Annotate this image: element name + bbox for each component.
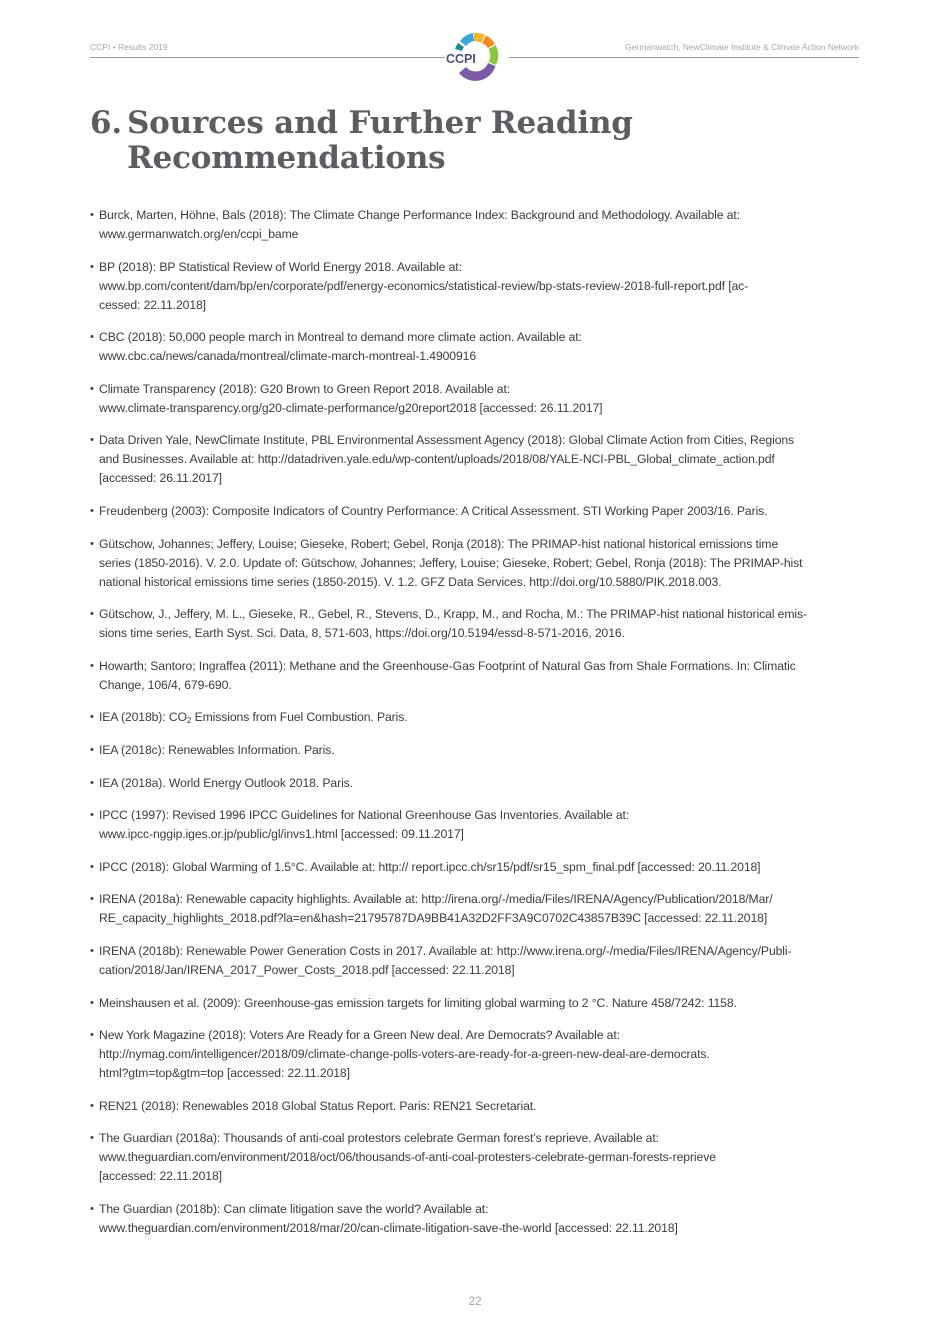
reference-item: [90, 328, 865, 366]
reference-line: series (1850-2016). V. 2.0. Update of: Gütschow, Johannes; Jeffery, Louise; Gieseke, Robert; Gebel, Ronja (2018): The PRIMAP-hist: [99, 555, 803, 570]
reference-line: RE_capacity_highlights_2018.pdf?la=en&hash=21795787DA9BB41A32D2FF3A9C0702C43857B39C [accessed: 22.11.2018]: [99, 911, 768, 926]
reference-line: html?gtm=top&gtm=top [accessed: 22.11.2018]: [99, 1066, 350, 1081]
reference-item: [90, 708, 865, 727]
reference-line: http://nymag.com/intelligencer/2018/09/climate-change-polls-voters-are-ready-for-a-green-new-deal-are-democrats.: [99, 1047, 710, 1062]
header-rule-left: [90, 57, 445, 58]
reference-line: • Climate Transparency (2018): G20 Brown to Green Report 2018. Available at:: [99, 381, 511, 396]
reference-line: • IPCC (1997): Revised 1996 IPCC Guidelines for National Greenhouse Gas Inventories. Available at:: [99, 808, 630, 823]
reference-line: • IEA (2018c): Renewables Information. Paris.: [99, 742, 335, 757]
reference-item: [90, 890, 865, 928]
running-header-right: Germanwatch, NewClimate Institute & Climate Action Network: [625, 42, 859, 52]
reference-line: www.cbc.ca/news/canada/montreal/climate-march-montreal-1.4900916: [99, 349, 477, 364]
reference-line: • CBC (2018): 50,000 people march in Montreal to demand more climate action. Available at:: [99, 330, 582, 345]
reference-line: sions time series, Earth Syst. Sci. Data, 8, 571-603, https://doi.org/10.5194/essd-8-571-2016, 2016.: [99, 626, 625, 641]
reference-item: [90, 502, 865, 521]
reference-line: • Freudenberg (2003): Composite Indicators of Country Performance: A Critical Assessment. STI Working Paper 2003/16. Paris.: [99, 503, 768, 518]
reference-item: [90, 1026, 865, 1083]
reference-item: [90, 258, 865, 315]
section-title-line-2: Recommendations: [127, 140, 446, 176]
reference-line: www.theguardian.com/environment/2018/oct/06/thousands-of-anti-coal-protesters-celebrate-german-forests-reprieve: [99, 1150, 716, 1165]
reference-line: • Gütschow, J., Jeffery, M. L., Gieseke, R., Gebel, R., Stevens, D., Krapp, M., and Rocha, M.: The PRIMAP-hist national historical emis-: [99, 607, 807, 622]
reference-line: Change, 106/4, 679-690.: [99, 677, 232, 692]
logo-text: CCPI: [446, 52, 476, 66]
reference-line: • Howarth; Santoro; Ingraffea (2011): Methane and the Greenhouse-Gas Footprint of Natural Gas from Shale Formations. In: Climatic: [99, 658, 796, 673]
reference-item: [90, 206, 865, 244]
reference-line: [accessed: 26.11.2017]: [99, 471, 222, 486]
section-title-line-1: Sources and Further Reading: [127, 105, 633, 141]
reference-line: • IEA (2018a). World Energy Outlook 2018. Paris.: [99, 775, 353, 790]
reference-item: [90, 1129, 865, 1186]
reference-line: www.theguardian.com/environment/2018/mar/20/can-climate-litigation-save-the-world [accessed: 22.11.2018]: [99, 1220, 678, 1235]
reference-line: • Meinshausen et al. (2009): Greenhouse-gas emission targets for limiting global warming to 2 °C. Nature 458/7242: 1158.: [99, 995, 737, 1010]
reference-item: [90, 806, 865, 844]
reference-line: www.bp.com/content/dam/bp/en/corporate/pdf/energy-economics/statistical-review/bp-stats-review-2018-full-report.pdf [ac-: [99, 278, 749, 293]
reference-item: [90, 605, 865, 643]
reference-item: [90, 942, 865, 980]
reference-item: [90, 741, 865, 760]
reference-line: • IEA (2018b): $CO_2$ Emissions from Fuel Combustion. Paris.: [99, 710, 408, 726]
reference-line: • BP (2018): BP Statistical Review of World Energy 2018. Available at:: [99, 259, 462, 274]
section-number: 6.: [90, 105, 122, 141]
reference-item: [90, 431, 865, 488]
section-title: [90, 106, 633, 176]
reference-line: • The Guardian (2018b): Can climate litigation save the world? Available at:: [99, 1201, 489, 1216]
reference-line: cessed: 22.11.2018]: [99, 297, 206, 312]
ccpi-logo: [443, 29, 507, 87]
reference-line: • IRENA (2018b): Renewable Power Generation Costs in 2017. Available at: http://www.irena.org/-/media/Files/IRENA/Agency/Publi-: [99, 943, 792, 958]
reference-item: [90, 1097, 865, 1116]
page-number: 22: [468, 1294, 482, 1308]
reference-line: • Burck, Marten, Höhne, Bals (2018): The Climate Change Performance Index: Background and Methodology. Available at:: [99, 208, 740, 222]
reference-line: cation/2018/Jan/IRENA_2017_Power_Costs_2018.pdf [accessed: 22.11.2018]: [99, 962, 515, 977]
reference-line: • IRENA (2018a): Renewable capacity highlights. Available at: http://irena.org/-/media/Files/IRENA/Agency/Publication/2018/Mar/: [99, 892, 773, 907]
reference-line: • New York Magazine (2018): Voters Are Ready for a Green New deal. Are Democrats? Available at:: [99, 1028, 620, 1043]
reference-item: [90, 657, 865, 695]
header-rule-right: [509, 57, 859, 58]
running-header-left: CCPI • Results 2019: [90, 42, 168, 52]
reference-item: [90, 774, 865, 793]
reference-line: • The Guardian (2018a): Thousands of anti-coal protestors celebrate German forest’s reprieve. Available at:: [99, 1131, 659, 1146]
reference-line: national historical emissions time series (1850-2015). V. 1.2. GFZ Data Services. http://doi.org/10.5880/PIK.2018.003.: [99, 574, 722, 589]
reference-line: [accessed: 22.11.2018]: [99, 1169, 222, 1184]
reference-line: • Data Driven Yale, NewClimate Institute, PBL Environmental Assessment Agency (2018): Global Climate Action from Cities, Regions: [99, 433, 795, 448]
reference-list: [90, 206, 865, 1251]
reference-line: • Gütschow, Johannes; Jeffery, Louise; Gieseke, Robert; Gebel, Ronja (2018): The PRIMAP-hist national historical emissions time: [99, 536, 779, 551]
reference-item: [90, 1200, 865, 1238]
reference-item: [90, 380, 865, 418]
reference-item: [90, 535, 865, 592]
reference-line: • IPCC (2018): Global Warming of 1.5°C. Available at: http:// report.ipcc.ch/sr15/pdf/sr15_spm_final.pdf [accessed: 20.11.2018]: [99, 859, 761, 874]
reference-line: www.climate-transparency.org/g20-climate-performance/g20report2018 [accessed: 26.11.2017]: [99, 400, 603, 415]
reference-line: www.germanwatch.org/en/ccpi_bame: [99, 227, 299, 241]
reference-line: www.ipcc-nggip.iges.or.jp/public/gl/invs1.html [accessed: 09.11.2017]: [99, 827, 464, 842]
reference-line: • REN21 (2018): Renewables 2018 Global Status Report. Paris: REN21 Secretariat.: [99, 1098, 537, 1113]
reference-item: [90, 994, 865, 1013]
reference-item: [90, 858, 865, 877]
reference-line: and Businesses. Available at: http://datadriven.yale.edu/wp-content/uploads/2018/08/YALE-NCI-PBL_Global_climate_action.pdf: [99, 452, 775, 467]
